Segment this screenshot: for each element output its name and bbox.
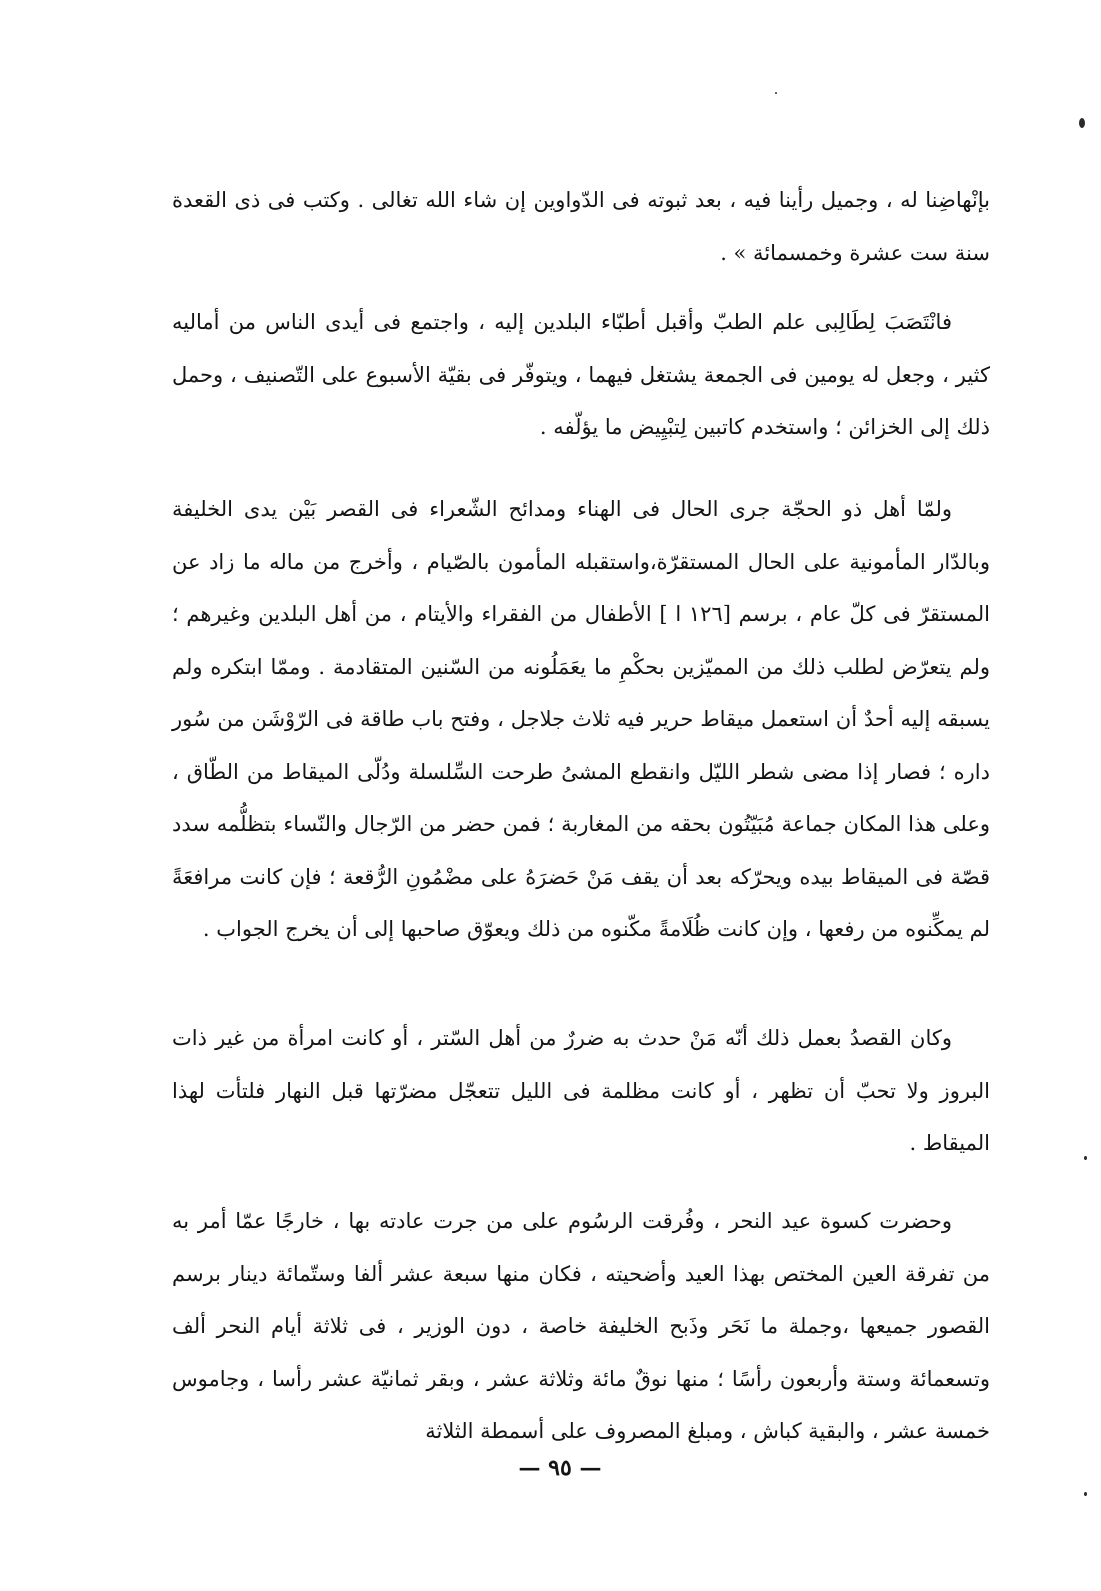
paragraph-5-text: وحضرت كسوة عيد النحر ، وفُرقت الرسُوم على من جرت عادته بها ، خارجًا عمّا أمر به من تفرقة العين المختص بهذا العيد وأضحيته ، فكان منها سبعة عشر ألفا وستّمائة دينار برسم القصور جميعها ،وجملة ما نَحَر وذَبح الخليفة خاصة ، دون الوزير ، فى ثلاثة أيام النحر ألف وتسعمائة وستة وأربعون رأسًا ؛ منها نوقٌ مائة وثلاثة عشر ، وبقر ثمانيّة عشر رأسا ، وجاموس خمسة عشر ، والبقية كباش ، ومبلغ المصروف على أسمطة الثلاثة [172,1209,990,1443]
paragraph-1 [172,174,990,279]
page-number: — ٩٥ — [518,1455,602,1481]
paragraph-5 [172,1195,990,1458]
paragraph-4 [172,1012,990,1170]
scan-speck-mark [1079,118,1085,128]
paragraph-1-text: بإنْهاضِنا له ، وجميل رأينا فيه ، بعد ثبوته فى الدّواوين إن شاء الله تغالى . وكتب فى ذى القعدة سنة ست عشرة وخمسمائة » . [172,188,990,265]
paragraph-2-text: فانْتَصَبَ لِطَالِبى علم الطبّ وأقبل أطبّاء البلدين إليه ، واجتمع فى أيدى الناس من أماليه كثير ، وجعل له يومين فى الجمعة يشتغل فيهما ، ويتوفّر فى بقيّة الأسبوع على التّصنيف ، وحمل ذلك إلى الخزائن ؛ واستخدم كاتبين لِتبْيِيض ما يؤلّفه . [172,310,990,439]
paragraph-2 [172,296,990,454]
paragraph-3-text: ولمّا أهل ذو الحجّة جرى الحال فى الهناء ومدائح الشّعراء فى القصر بَيْن يدى الخليفة وبالدّار المأمونية على الحال المستقرّة،واستقبله المأمون بالصّيام ، وأخرج من ماله ما زاد عن المستقرّ فى كلّ عام ، برسم [١٢٦ ا ] الأطفال من الفقراء والأيتام ، من أهل البلدين وغيرهم ؛ ولم يتعرّض لطلب ذلك من المميّزين بحكْمِ ما يعَمَلُونه من السّنين المتقادمة . وممّا ابتكره ولم يسبقه إليه أحدٌ أن استعمل ميقاط حرير فيه ثلاث جلاجل ، وفتح باب طاقة فى الرّوْشَن من سُور داره ؛ فصار إذا مضى شطر الليّل وانقطع المشىُ طرحت السِّلسلة ودُلّى الميقاط من الطّاق ، وعلى هذا المكان جماعة مُبَيّتُون بحقه من المغاربة ؛ فمن حضر من الرّجال والنّساء بتظلُّمه سدد قصّة فى الميقاط بيده ويحرّكه بعد أن يقف مَنْ حَضرَهُ على مضْمُونِ الرُّقعة ؛ فإن كانت مرافعَةً لم يمكِّنوه من رفعها ، وإن كانت ظُلَامةً مكّنوه من ذلك ويعوّق صاحبها إلى أن يخرج الجواب . [172,497,991,941]
paragraph-3 [172,483,990,956]
scan-speck-mark [775,92,777,94]
paragraph-4-text: وكان القصدُ بعمل ذلك أنّه مَنْ حدث به ضررٌ من أهل السّتر ، أو كانت امرأة من غير ذات البروز ولا تحبّ أن تظهر ، أو كانت مظلمة فى الليل تتعجّل مضرّتها قبل النهار فلتأت لهذا الميقاط . [172,1026,990,1155]
scan-speck-mark [1084,1156,1087,1160]
scan-speck-mark [1084,1492,1087,1496]
